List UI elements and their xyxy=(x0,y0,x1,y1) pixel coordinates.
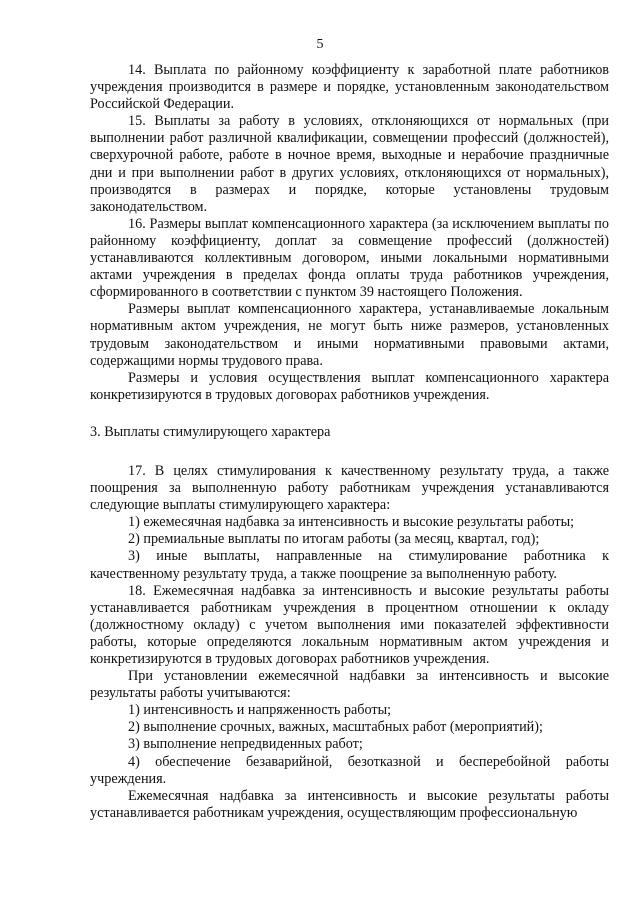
list-item: 1) интенсивность и напряженность работы; xyxy=(128,702,392,719)
section-heading: 3. Выплаты стимулирующего характера xyxy=(90,423,331,440)
paragraph-18-part-2: При установлении ежемесячной надбавки за интенсивность и высокие результаты работы учитываются: xyxy=(90,668,609,702)
paragraph-18: 18. Ежемесячная надбавка за интенсивность и высокие результаты работы устанавливается работникам учреждения в процентном отношении к окладу (должностному окладу) с учетом выполнения ими показателей эффективности работы, которые определяются локальным нормативным актом учреждения и конкретизируются в трудовых договорах работников учреждения. xyxy=(90,582,609,667)
paragraph-14: 14. Выплата по районному коэффициенту к заработной плате работников учреждения производится в размере и порядке, установленным законодательством Российской Федерации. xyxy=(90,62,609,113)
list-item: 4) обеспечение безаварийной, безотказной и бесперебойной работы учреждения. xyxy=(90,753,609,787)
paragraph-18-part-3: Ежемесячная надбавка за интенсивность и высокие результаты работы устанавливается работникам учреждения, осуществляющим профессиональную xyxy=(90,787,609,821)
paragraph-16: 16. Размеры выплат компенсационного характера (за исключением выплаты по районному коэффициенту, доплат за совмещение профессий (должностей) устанавливаются коллективным договором, иными локальными нормативными актами учреждения в пределах фонда оплаты труда работников учреждения, сформированного в соответствии с пунктом 39 настоящего Положения. xyxy=(90,215,609,301)
list-item: 2) премиальные выплаты по итогам работы (за месяц, квартал, год); xyxy=(128,531,540,548)
list-item: 3) выполнение непредвиденных работ; xyxy=(128,736,363,753)
paragraph-15: 15. Выплаты за работу в условиях, отклоняющихся от нормальных (при выполнении работ различной квалификации, совмещении профессий (должностей), сверхурочной работе, работе в ночное время, выходные и нерабочие праздничные дни и при выполнении работ в других условиях, отклоняющихся от нормальных), производятся в размерах и порядке, которые установлены трудовым законодательством. xyxy=(90,113,609,215)
paragraph-17: 17. В целях стимулирования к качественному результату труда, а также поощрения за выполненную работу работникам учреждения устанавливаются следующие выплаты стимулирующего характера: xyxy=(90,462,609,514)
list-item: 2) выполнение срочных, важных, масштабных работ (мероприятий); xyxy=(128,719,543,736)
paragraph-16-part-2: Размеры выплат компенсационного характера, устанавливаемые локальным нормативным актом учреждения, не могут быть ниже размеров, установленных трудовым законодательством и иными нормативными правовыми актами, содержащими нормы трудового права. xyxy=(90,301,609,369)
page-number: 5 xyxy=(316,37,324,52)
document-body xyxy=(90,62,609,822)
paragraph-16-part-3: Размеры и условия осуществления выплат компенсационного характера конкретизируются в трудовых договорах работников учреждения. xyxy=(90,369,609,403)
list-item: 3) иные выплаты, направленные на стимулирование работника к качественному результату труда, а также поощрение за выполненную работу. xyxy=(90,548,609,582)
list-item: 1) ежемесячная надбавка за интенсивность и высокие результаты работы; xyxy=(128,514,575,531)
